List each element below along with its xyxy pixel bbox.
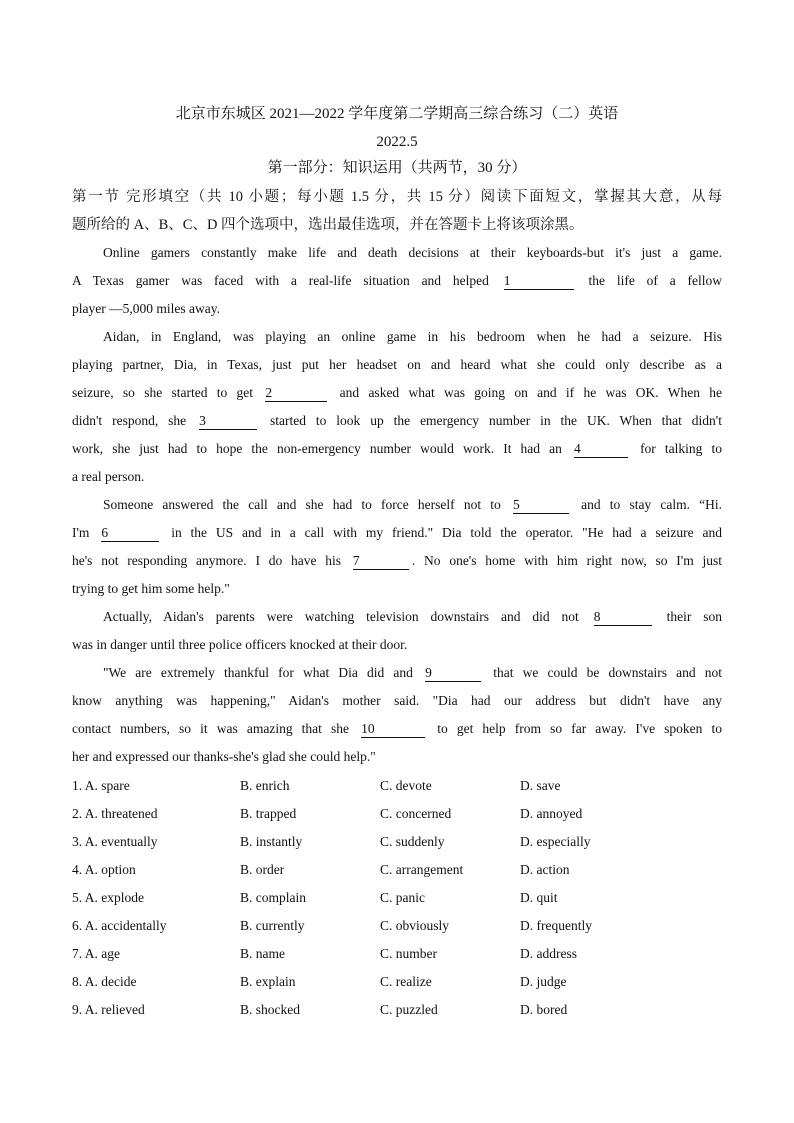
answer-options (72, 772, 722, 1024)
option-d: D. annoyed (520, 806, 583, 821)
blank-6: 6 (101, 525, 159, 542)
passage-text: A Texas gamer was faced with a real-life situation and helped (72, 273, 489, 288)
blank-3: 3 (199, 413, 257, 430)
option-row (72, 996, 722, 1024)
option-a: 7. A. age (72, 946, 120, 961)
option-d: D. judge (520, 974, 567, 989)
option-d: D. quit (520, 890, 558, 905)
passage-line: a real person. (72, 469, 145, 484)
section-instructions-line: 第一节 完形填空（共 10 小题；每小题 1.5 分，共 15 分）阅读下面短文，掌握其大意，从每 (72, 189, 722, 205)
option-b: B. shocked (240, 1002, 300, 1017)
option-c: C. arrangement (380, 862, 464, 877)
option-c: C. devote (380, 778, 432, 793)
option-c: C. number (380, 946, 437, 961)
passage-text: I'm (72, 525, 90, 540)
option-b: B. complain (240, 890, 306, 905)
passage-line (72, 267, 722, 295)
option-row (72, 856, 722, 884)
option-c: C. panic (380, 890, 425, 905)
option-b: B. name (240, 946, 285, 961)
option-c: C. puzzled (380, 1002, 438, 1017)
blank-7: 7 (353, 553, 409, 570)
passage-text: "We are extremely thankful for what Dia did and (103, 665, 413, 680)
passage-line (72, 547, 722, 575)
passage-text: to get help from so far away. I've spoken to (437, 721, 723, 736)
passage-text: . No one's home with him right now, so I'm just (411, 553, 723, 568)
passage-line (72, 715, 722, 743)
passage-text: and asked what was going on and if he was OK. When he (339, 385, 722, 400)
option-d: D. bored (520, 1002, 568, 1017)
option-b: B. order (240, 862, 285, 877)
passage-line: player —5,000 miles away. (72, 301, 220, 316)
option-row (72, 912, 722, 940)
option-row (72, 940, 722, 968)
passage-text: for talking to (640, 441, 722, 456)
option-row (72, 884, 722, 912)
part-heading: 第一部分：知识运用（共两节，30 分） (267, 160, 527, 176)
option-c: C. concerned (380, 806, 452, 821)
passage-line (72, 603, 722, 631)
blank-8: 8 (594, 609, 652, 626)
passage-line: trying to get him some help." (72, 581, 230, 596)
option-b: B. currently (240, 918, 305, 933)
passage-line (72, 407, 722, 435)
option-d: D. save (520, 778, 561, 793)
option-a: 9. A. relieved (72, 1002, 145, 1017)
passage-text: work, she just had to hope the non-emergency number would work. It had an (72, 441, 562, 456)
option-b: B. trapped (240, 806, 297, 821)
passage-line: playing partner, Dia, in Texas, just put her headset on and heard what she could only describe as a (72, 357, 722, 372)
option-a: 6. A. accidentally (72, 918, 167, 933)
option-d: D. frequently (520, 918, 592, 933)
passage-paragraph-4 (72, 603, 722, 659)
option-row (72, 968, 722, 996)
option-a: 8. A. decide (72, 974, 137, 989)
passage-line: know anything was happening," Aidan's mother said. "Dia had our address but didn't have any (72, 693, 722, 708)
option-a: 3. A. eventually (72, 834, 158, 849)
passage-text: Someone answered the call and she had to force herself not to (103, 497, 501, 512)
passage-text: didn't respond, she (72, 413, 187, 428)
option-row (72, 800, 722, 828)
passage-line (72, 519, 722, 547)
passage-line: her and expressed our thanks-she's glad she could help." (72, 749, 376, 764)
passage-text: he's not responding anymore. I do have his (72, 553, 342, 568)
passage-text: their son (666, 609, 723, 624)
passage-line: Online gamers constantly make life and death decisions at their keyboards-but it's just a game. (103, 245, 722, 260)
blank-9: 9 (425, 665, 481, 682)
passage-paragraph-2 (72, 323, 722, 491)
option-c: C. suddenly (380, 834, 445, 849)
option-d: D. action (520, 862, 570, 877)
passage-paragraph-5 (72, 659, 722, 771)
option-a: 4. A. option (72, 862, 136, 877)
passage-paragraph-3 (72, 491, 722, 603)
option-b: B. explain (240, 974, 296, 989)
exam-title: 北京市东城区 2021—2022 学年度第二学期高三综合练习（二）英语 (175, 106, 619, 122)
option-c: C. obviously (380, 918, 450, 933)
passage-text: seizure, so she started to get (72, 385, 254, 400)
option-row (72, 828, 722, 856)
option-d: D. address (520, 946, 577, 961)
blank-1: 1 (504, 273, 574, 290)
passage-line: Aidan, in England, was playing an online game in his bedroom when he had a seizure. His (103, 329, 722, 344)
blank-5: 5 (513, 497, 569, 514)
option-a: 1. A. spare (72, 778, 130, 793)
exam-date: 2022.5 (376, 134, 418, 150)
option-b: B. instantly (240, 834, 303, 849)
passage-paragraph-1 (72, 239, 722, 323)
passage-text: the life of a fellow (588, 273, 723, 288)
option-a: 2. A. threatened (72, 806, 158, 821)
passage-line (72, 435, 722, 463)
passage-text: Actually, Aidan's parents were watching television downstairs and did not (103, 609, 579, 624)
option-b: B. enrich (240, 778, 290, 793)
blank-2: 2 (265, 385, 327, 402)
blank-10: 10 (361, 721, 425, 738)
passage-text: in the US and in a call with my friend." Dia told the operator. "He had a seizure and (171, 525, 723, 540)
section-instructions (72, 183, 722, 239)
passage-line (72, 491, 722, 519)
section-instructions-line: 题所给的 A、B、C、D 四个选项中，选出最佳选项，并在答题卡上将该项涂黑。 (72, 217, 584, 233)
passage-text: started to look up the emergency number in the UK. When that didn't (269, 413, 722, 428)
passage-text: and to stay calm. “Hi. (581, 497, 723, 512)
option-c: C. realize (380, 974, 432, 989)
passage-text: contact numbers, so it was amazing that she (72, 721, 350, 736)
passage-line (72, 659, 722, 687)
option-a: 5. A. explode (72, 890, 144, 905)
option-row (72, 772, 722, 800)
passage-line (72, 379, 722, 407)
passage-text: that we could be downstairs and not (493, 665, 723, 680)
option-d: D. especially (520, 834, 591, 849)
blank-4: 4 (574, 441, 628, 458)
passage-line: was in danger until three police officers knocked at their door. (72, 637, 408, 652)
